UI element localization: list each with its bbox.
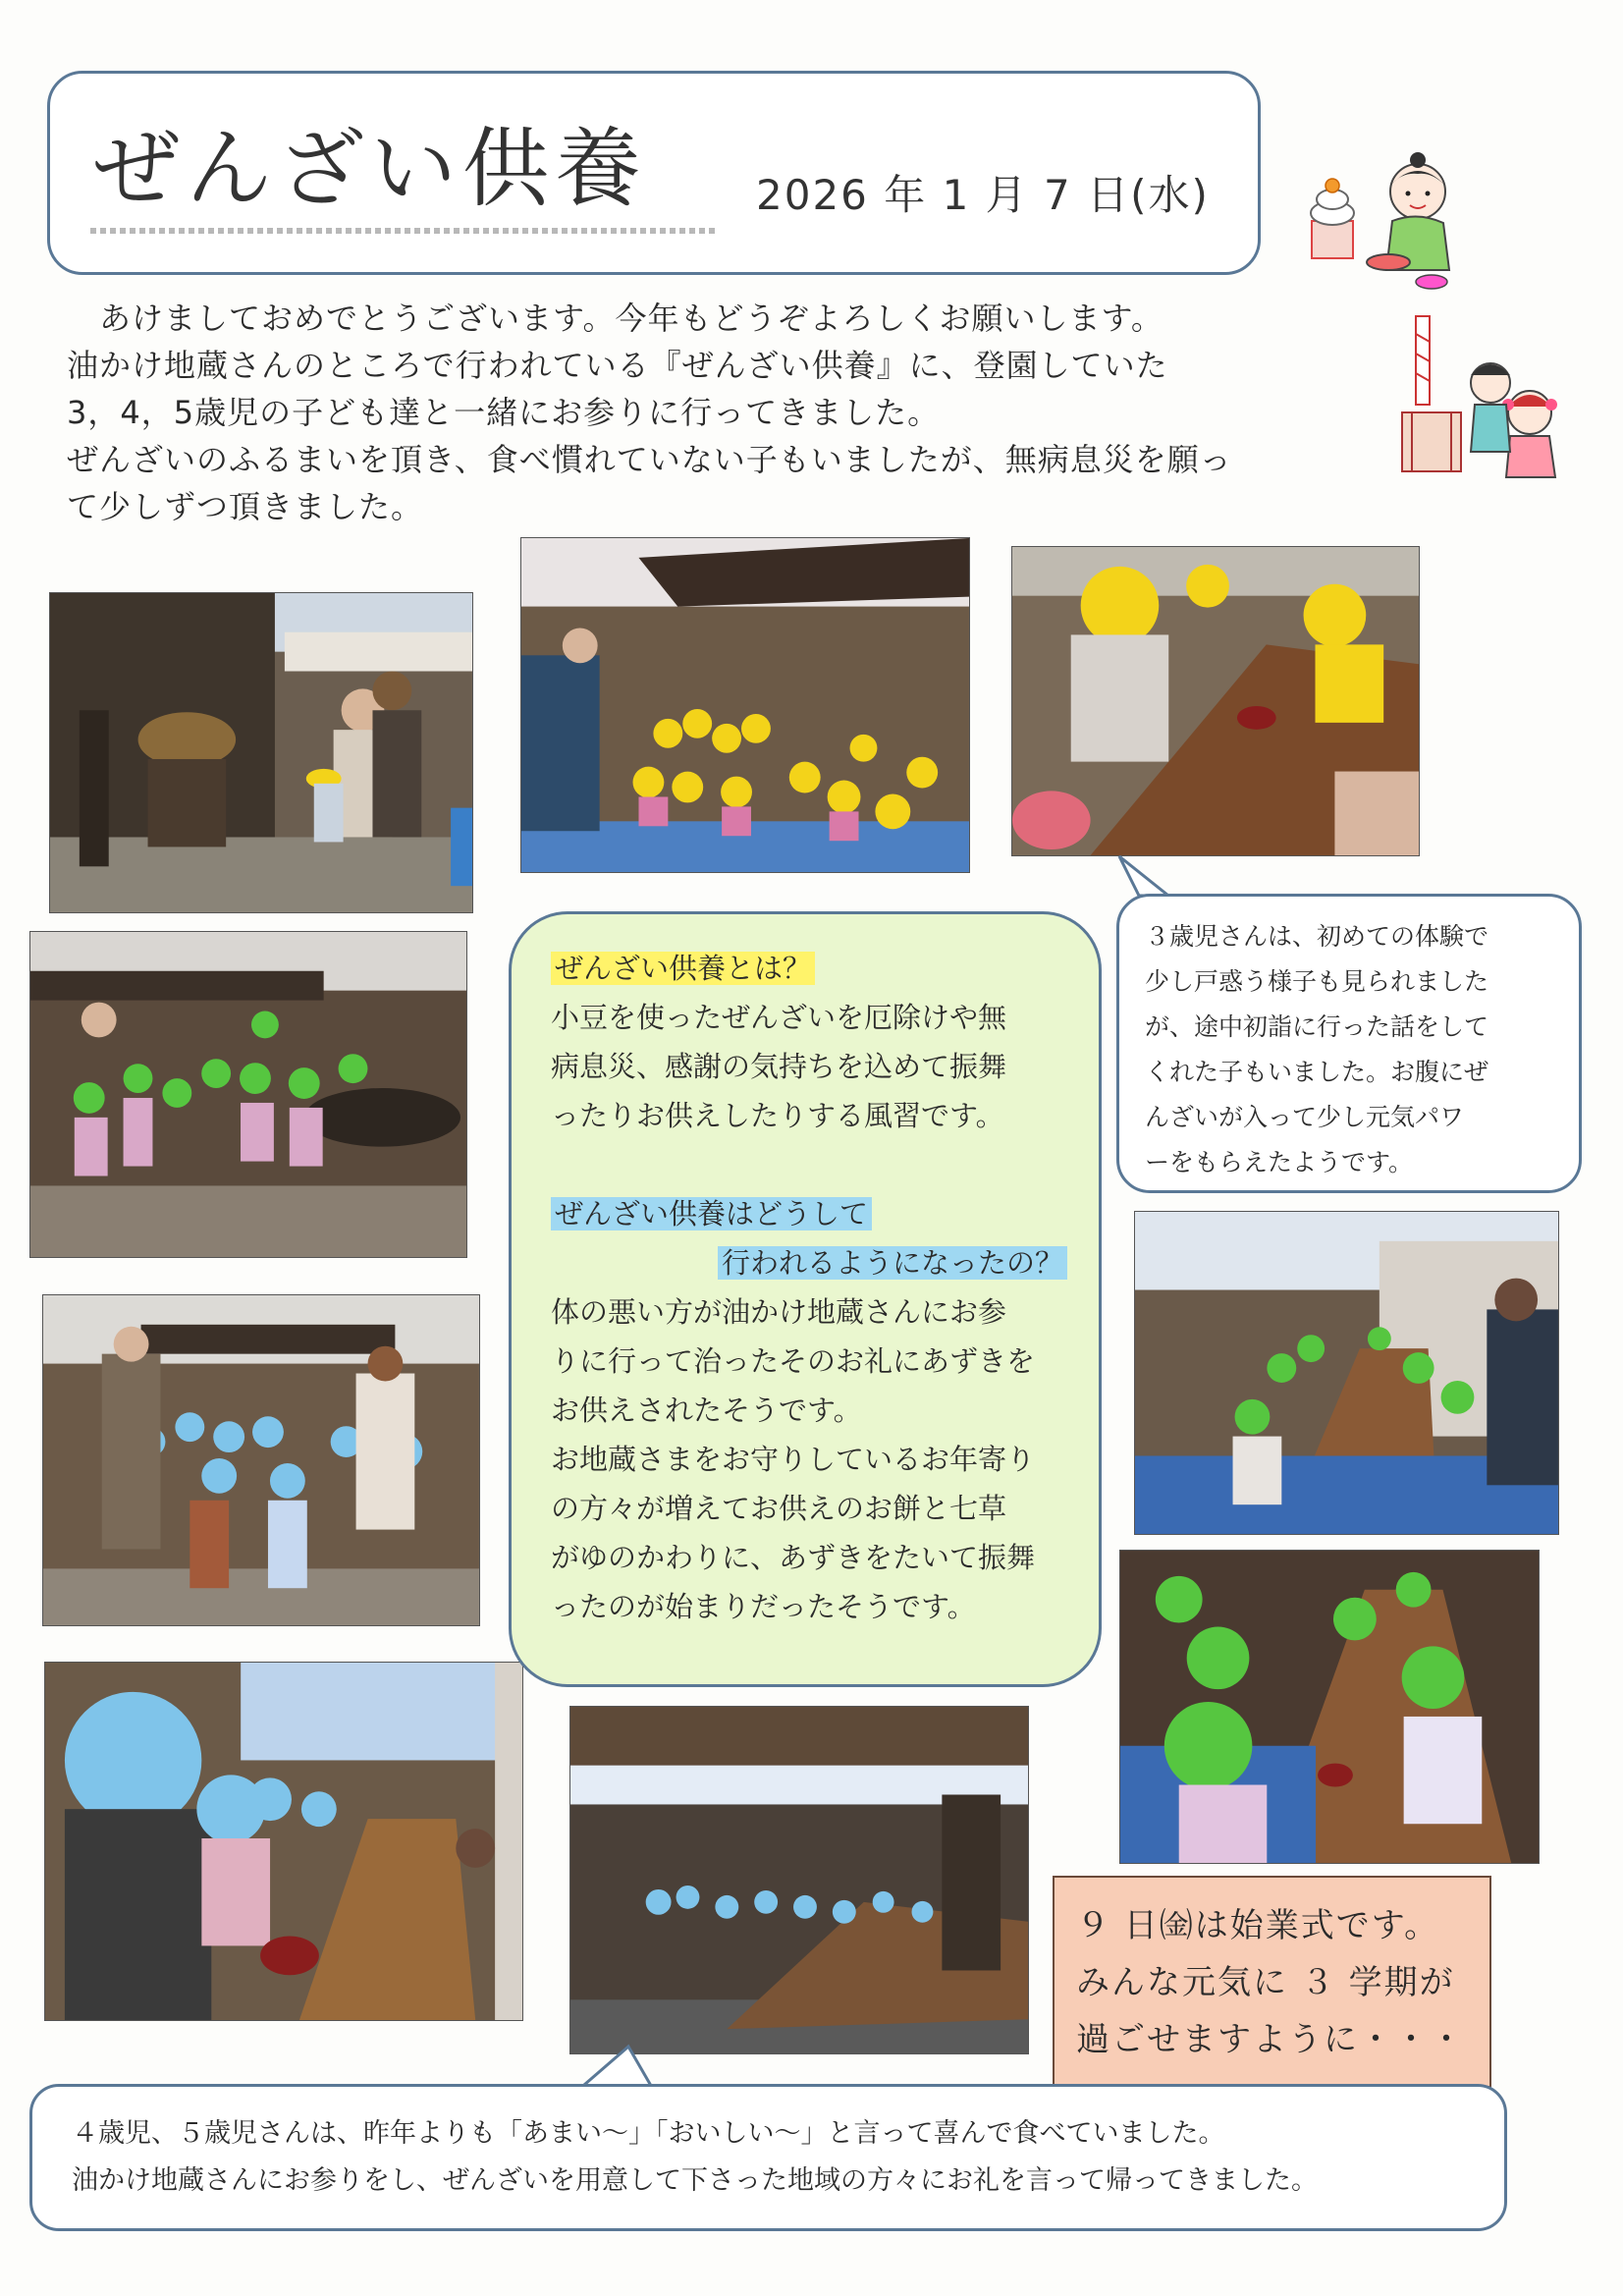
intro-line: て少しずつ頂きました。 [67, 488, 424, 525]
info-question-2-line1: ぜんざい供養はどうして [551, 1197, 872, 1230]
info-answer-line: ったりお供えしたりする風習です。 [551, 1099, 1004, 1132]
info-answer-line: お供えされたそうです。 [551, 1394, 862, 1427]
info-answer-line: 小豆を使ったぜんざいを厄除けや無 [551, 1001, 1007, 1034]
bubble-line: んざいが入って少し元気パワ [1145, 1103, 1465, 1131]
info-question-2-line2: 行われるようになったの？ [718, 1246, 1067, 1280]
bubble-line: くれた子もいました。お腹にぜ [1145, 1058, 1489, 1086]
photo-children-eating-table [1011, 546, 1420, 856]
photo-children-under-tent [569, 1706, 1029, 2054]
photo-children-yellow-hats [520, 537, 970, 873]
intro-line: 油かけ地蔵さんのところで行われている『ぜんざい供養』に、登園していた [67, 347, 1168, 384]
photo-long-table-green-hats [1134, 1211, 1559, 1535]
notice-box [1053, 1876, 1491, 2088]
intro-text [67, 295, 1363, 530]
info-answer-line: 病息災、感謝の気持ちを込めて振舞 [551, 1050, 1007, 1083]
photo-children-green-hats-eating [1119, 1550, 1540, 1864]
bubble-line: が、途中初詣に行った話をして [1145, 1012, 1489, 1041]
info-answer-line: ったのが始まりだったそうです。 [551, 1590, 976, 1623]
photo-children-green-hats-pot [29, 931, 467, 1258]
bottom-line: ４歳児、５歳児さんは、昨年よりも「あまい～」「おいしい～」と言って喜んで食べていました。 [72, 2118, 1225, 2149]
bubble-line: ３歳児さんは、初めての体験で [1145, 922, 1489, 951]
title-underline [90, 228, 719, 234]
intro-line: 3，4，5歳児の子ども達と一緒にお参りに行ってきました。 [67, 394, 941, 431]
bubble-line: ーをもらえたようです。 [1145, 1148, 1414, 1176]
bottom-caption-box [29, 2084, 1507, 2231]
girl-kagami-mochi-illustration [1294, 152, 1477, 300]
info-question-1: ぜんざい供養とは？ [551, 952, 815, 985]
notice-line: ９ 日㈮は始業式です。 [1076, 1906, 1440, 1945]
info-box [509, 911, 1102, 1687]
speech-bubble-3yo [1116, 894, 1582, 1193]
photo-children-eating-bench [44, 1662, 523, 2021]
photo-children-blue-hats [42, 1294, 480, 1626]
page-title: ぜんざい供養 [93, 118, 648, 219]
info-answer-line: がゆのかわりに、あずきをたいて振舞 [551, 1541, 1036, 1574]
date-label: 2026 年 1 月 7 日(水) [756, 171, 1210, 219]
bubble-line: 少し戸惑う様子も見られました [1145, 967, 1489, 996]
intro-line: ぜんざいのふるまいを頂き、食べ慣れていない子もいましたが、無病息災を願っ [67, 441, 1232, 478]
info-answer-line: 体の悪い方が油かけ地蔵さんにお参 [551, 1295, 1007, 1329]
children-shrine-illustration [1392, 314, 1559, 481]
info-answer-line: りに行って治ったそのお礼にあずきを [551, 1344, 1036, 1378]
photo-shrine-pot [49, 592, 473, 913]
notice-line: みんな元気に ３ 学期が [1076, 1963, 1455, 2002]
notice-line: 過ごせますように・・・ [1076, 2020, 1465, 2059]
intro-line: あけましておめでとうございます。今年もどうぞよろしくお願いします。 [67, 300, 1163, 337]
bottom-line: 油かけ地蔵さんにお参りをし、ぜんざいを用意して下さった地域の方々にお礼を言って帰ってきました。 [72, 2165, 1318, 2196]
info-answer-line: お地蔵さまをお守りしているお年寄り [551, 1443, 1036, 1476]
info-answer-line: の方々が増えてお供えのお餅と七草 [551, 1492, 1007, 1525]
